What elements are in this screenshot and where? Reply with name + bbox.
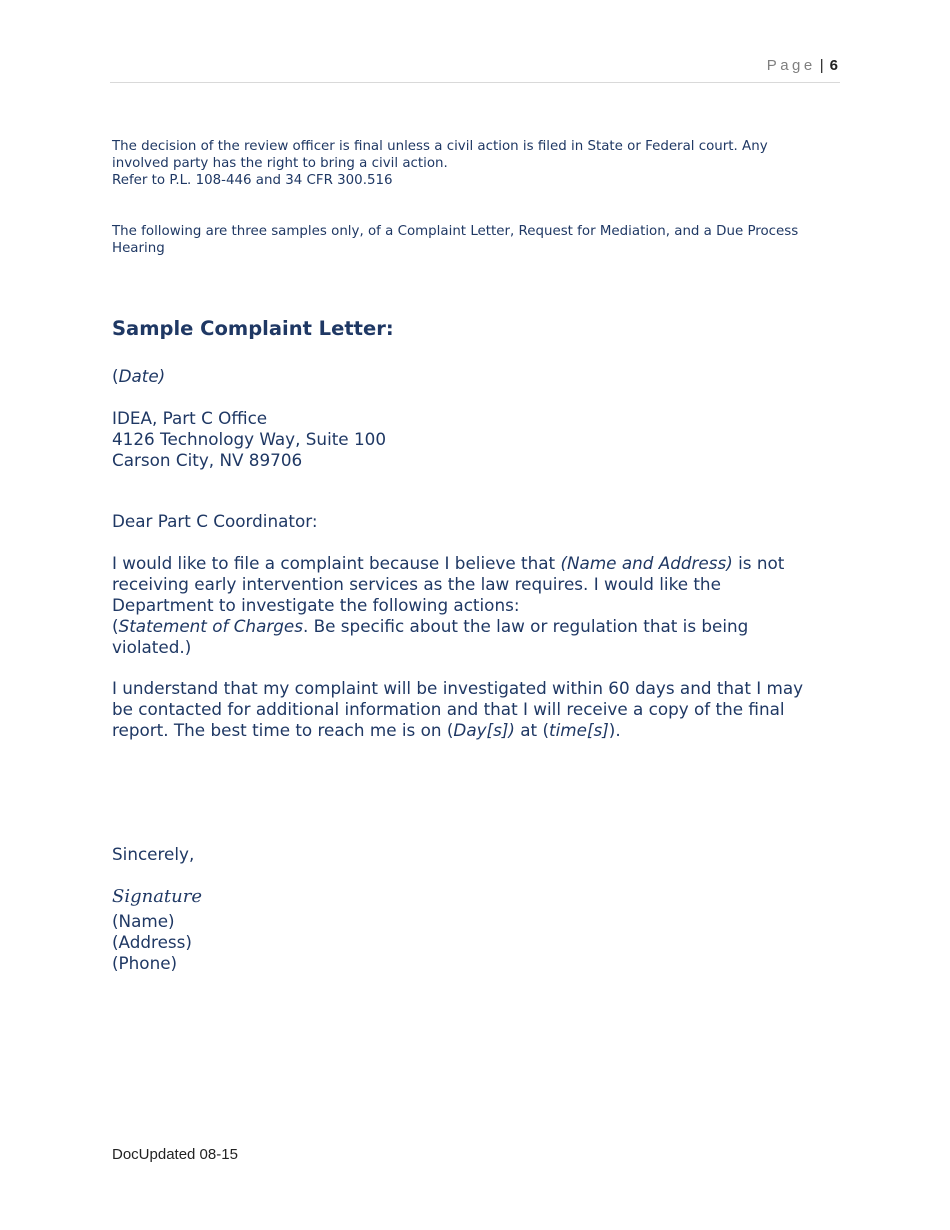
date-placeholder: Date) bbox=[118, 366, 166, 386]
investigation-paragraph bbox=[112, 678, 842, 741]
page-number: 6 bbox=[829, 57, 838, 74]
closing: Sincerely, bbox=[112, 844, 195, 864]
investigation-line-3-a: report. The best time to reach me is on ( bbox=[112, 720, 454, 740]
samples-paragraph bbox=[112, 223, 842, 257]
investigation-line-3 bbox=[112, 720, 842, 741]
date-open-paren: ( bbox=[112, 366, 119, 386]
complaint-line-4 bbox=[112, 616, 842, 637]
investigation-line-2: be contacted for additional information and that I will receive a copy of the final bbox=[112, 699, 785, 719]
sender-phone: (Phone) bbox=[112, 953, 178, 973]
page-header bbox=[110, 56, 840, 83]
address-line-1: IDEA, Part C Office bbox=[112, 408, 268, 428]
document-footer: DocUpdated 08-15 bbox=[112, 1146, 238, 1163]
page-label: Page bbox=[766, 57, 816, 74]
charges-rest: . Be specific about the law or regulation that is being bbox=[302, 616, 749, 636]
sender-details bbox=[112, 911, 842, 974]
days-placeholder: Day[s]) bbox=[453, 720, 515, 740]
time-placeholder: time[s] bbox=[549, 720, 609, 740]
section-heading: Sample Complaint Letter: bbox=[112, 317, 394, 340]
page-indicator bbox=[767, 57, 838, 74]
signature: Signature bbox=[112, 886, 203, 907]
complaint-line-5: violated.) bbox=[112, 637, 192, 657]
p2-line-1: The following are three samples only, of a Complaint Letter, Request for Mediation, and a Due Process bbox=[112, 224, 799, 239]
investigation-line-3-e: ). bbox=[608, 720, 621, 740]
review-officer-paragraph bbox=[112, 138, 842, 189]
investigation-line-3-c: at ( bbox=[514, 720, 550, 740]
address-line-3: Carson City, NV 89706 bbox=[112, 450, 303, 470]
page-separator: | bbox=[819, 57, 824, 74]
name-address-placeholder: (Name and Address) bbox=[560, 553, 733, 573]
p1-line-2: involved party has the right to bring a civil action. bbox=[112, 156, 448, 171]
complaint-line-2: receiving early intervention services as the law requires. I would like the bbox=[112, 574, 721, 594]
date-line bbox=[112, 366, 842, 387]
p1-line-1: The decision of the review officer is final unless a civil action is filed in State or Federal court. Any bbox=[112, 139, 768, 154]
complaint-paragraph bbox=[112, 553, 842, 658]
p1-line-3: Refer to P.L. 108-446 and 34 CFR 300.516 bbox=[112, 173, 393, 188]
investigation-line-1: I understand that my complaint will be investigated within 60 days and that I may bbox=[112, 678, 804, 698]
address-line-2: 4126 Technology Way, Suite 100 bbox=[112, 429, 386, 449]
complaint-line-1-a: I would like to file a complaint because I believe that bbox=[112, 553, 561, 573]
charges-open-paren: ( bbox=[112, 616, 119, 636]
complaint-line-1-c: is not bbox=[732, 553, 785, 573]
complaint-line-1 bbox=[112, 553, 842, 574]
sender-name: (Name) bbox=[112, 911, 175, 931]
p2-line-2: Hearing bbox=[112, 241, 165, 256]
recipient-address bbox=[112, 408, 842, 471]
complaint-line-3: Department to investigate the following actions: bbox=[112, 595, 520, 615]
sender-address: (Address) bbox=[112, 932, 192, 952]
statement-of-charges-placeholder: Statement of Charges bbox=[118, 616, 303, 636]
salutation: Dear Part C Coordinator: bbox=[112, 511, 318, 531]
